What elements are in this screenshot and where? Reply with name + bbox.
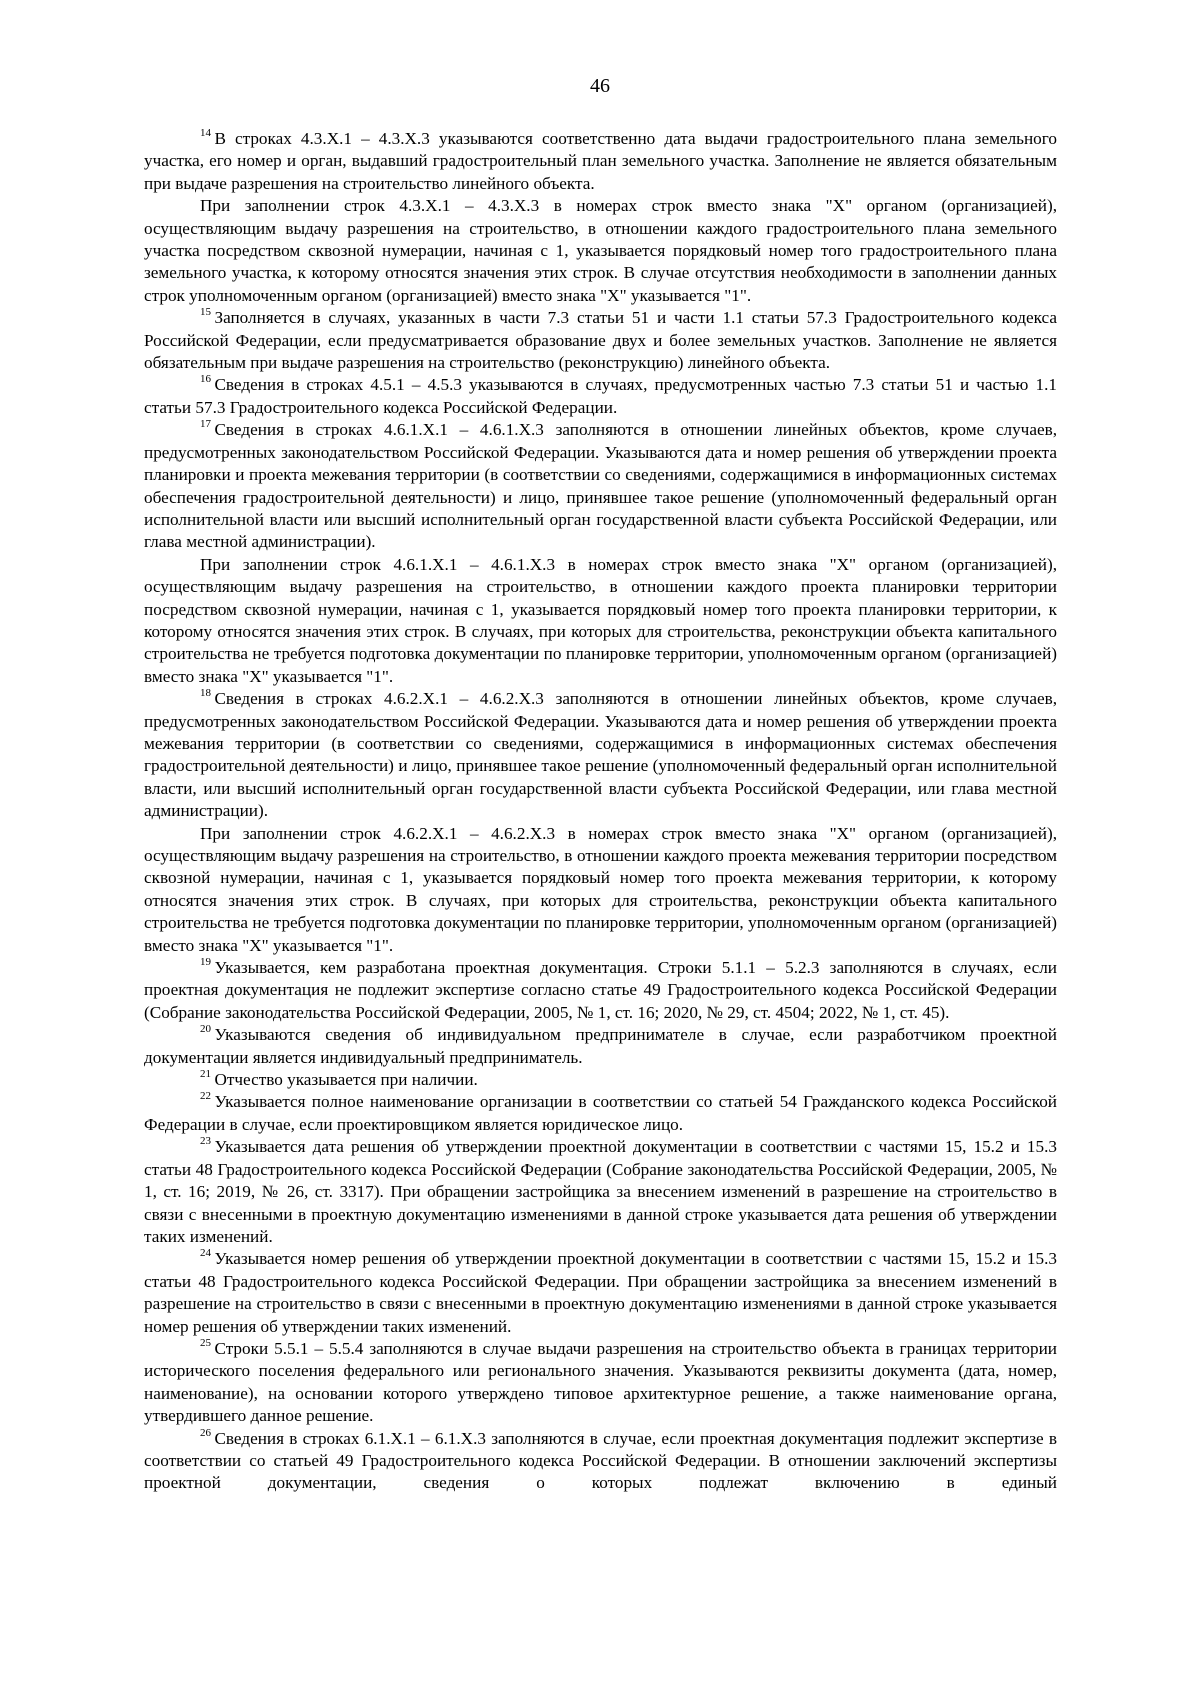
paragraph-text: Указывается, кем разработана проектная документация. Строки 5.1.1 – 5.2.3 заполняются в случаях, если проектная документация не подлежит экспертизе согласно статье 49 Градостроительного кодекса Российской Федерации (Собрание законодательства Российской Федерации, 2005, № 1, ст. 16; 2020, № 29, ст. 4504; 2022, № 1, ст. 45). xyxy=(144,958,1057,1022)
footnote-22 xyxy=(144,1091,1057,1136)
footnote-marker: 17 xyxy=(200,418,211,431)
footnote-21 xyxy=(144,1069,1057,1091)
document-body xyxy=(144,128,1057,1495)
paragraph xyxy=(144,195,1057,307)
footnote-marker: 20 xyxy=(200,1023,211,1036)
paragraph-text: При заполнении строк 4.6.1.X.1 – 4.6.1.X.3 в номерах строк вместо знака "X" органом (организацией), осуществляющим выдачу разрешения на строительство, в отношении каждого проекта планировки территории посредством сквозной нумерации, начиная с 1, указывается порядковый номер того проекта планировки территории, к которому относятся значения этих строк. В случаях, при которых для строительства, реконструкции объекта капитального строительства не требуется подготовка документации по планировке территории, уполномоченным органом (организацией) вместо знака "X" указывается "1". xyxy=(144,554,1057,686)
footnote-marker: 22 xyxy=(200,1090,211,1103)
footnote-15 xyxy=(144,307,1057,374)
footnote-marker: 18 xyxy=(200,687,211,700)
footnote-marker: 21 xyxy=(200,1068,211,1081)
footnote-marker: 15 xyxy=(200,306,211,319)
footnote-24 xyxy=(144,1248,1057,1338)
paragraph-text: Отчество указывается при наличии. xyxy=(214,1070,478,1090)
footnote-marker: 24 xyxy=(200,1247,211,1260)
footnote-marker: 16 xyxy=(200,373,211,386)
paragraph xyxy=(144,554,1057,688)
paragraph-text: Указывается дата решения об утверждении проектной документации в соответствии с частями 15, 15.2 и 15.3 статьи 48 Градостроительного кодекса Российской Федерации (Собрание законодательства Российской Федерации, 2005, № 1, ст. 16; 2019, № 26, ст. 3317). При обращении застройщика за внесением изменений в разрешение на строительство в связи с внесенными в проектную документацию изменениями в данной строке указывается дата решения об утверждении таких изменений. xyxy=(144,1137,1057,1246)
footnote-17 xyxy=(144,419,1057,553)
page-number: 46 xyxy=(590,75,610,97)
paragraph-text: Указываются сведения об индивидуальном предпринимателе в случае, если разработчиком проектной документации является индивидуальный предприниматель. xyxy=(144,1025,1057,1067)
footnote-marker: 14 xyxy=(200,127,211,139)
paragraph-text: Строки 5.5.1 – 5.5.4 заполняются в случае выдачи разрешения на строительство объекта в границах территории исторического поселения федерального или регионального значения. Указываются реквизиты документа (дата, номер, наименование), на основании которого утверждено типовое архитектурное решение, а также наименование органа, утвердившего данное решение. xyxy=(144,1338,1057,1426)
paragraph-text: При заполнении строк 4.6.2.X.1 – 4.6.2.X.3 в номерах строк вместо знака "X" органом (организацией), осуществляющим выдачу разрешения на строительство, в отношении каждого проекта межевания территории посредством сквозной нумерации, начиная с 1, указывается порядковый номер того проекта межевания территории, к которому относятся значения этих строк. В случаях, при которых для строительства, реконструкции объекта капитального строительства не требуется подготовка документации по планировке территории, уполномоченным органом (организацией) вместо знака "X" указывается "1". xyxy=(144,823,1057,955)
footnote-marker: 26 xyxy=(200,1426,211,1439)
footnote-marker: 19 xyxy=(200,956,211,969)
footnote-marker: 23 xyxy=(200,1135,211,1148)
paragraph-text: В строках 4.3.X.1 – 4.3.X.3 указываются соответственно дата выдачи градостроительного плана земельного участка, его номер и орган, выдавший градостроительный план земельного участка. Заполнение не является обязательным при выдаче разрешения на строительство линейного объекта. xyxy=(144,129,1057,193)
paragraph-text: Указывается полное наименование организации в соответствии со статьей 54 Гражданского кодекса Российской Федерации в случае, если проектировщиком является юридическое лицо. xyxy=(144,1092,1057,1134)
footnote-26 xyxy=(144,1428,1057,1495)
paragraph xyxy=(144,823,1057,957)
footnote-16 xyxy=(144,374,1057,419)
footnote-20 xyxy=(144,1024,1057,1069)
paragraph-text: Сведения в строках 4.6.1.X.1 – 4.6.1.X.3 заполняются в отношении линейных объектов, кроме случаев, предусмотренных законодательством Российской Федерации. Указываются дата и номер решения об утверждении проекта планировки и проекта межевания территории (в соответствии со сведениями, содержащимися в информационных системах обеспечения градостроительной деятельности) и лицо, принявшее такое решение (уполномоченный федеральный орган исполнительной власти или высший исполнительный орган государственной власти субъекта Российской Федерации, или глава местной администрации). xyxy=(144,420,1057,552)
footnote-18 xyxy=(144,688,1057,822)
paragraph-text: При заполнении строк 4.3.X.1 – 4.3.X.3 в номерах строк вместо знака "X" органом (организацией), осуществляющим выдачу разрешения на строительство, в отношении каждого градостроительного плана земельного участка посредством сквозной нумерации, начиная с 1, указывается порядковый номер того градостроительного плана земельного участка, к которому относятся значения этих строк. В случае отсутствия необходимости в заполнении данных строк уполномоченным органом (организацией) вместо знака "X" указывается "1". xyxy=(144,196,1057,305)
paragraph-text: Сведения в строках 4.6.2.X.1 – 4.6.2.X.3 заполняются в отношении линейных объектов, кроме случаев, предусмотренных законодательством Российской Федерации. Указываются дата и номер решения об утверждении проекта межевания территории (в соответствии со сведениями, содержащимися в информационных системах обеспечения градостроительной деятельности) и лицо, принявшее такое решение (уполномоченный федеральный орган исполнительной власти, или высший исполнительный орган государственной власти субъекта Российской Федерации, или глава местной администрации). xyxy=(144,689,1057,821)
footnote-19 xyxy=(144,957,1057,1024)
paragraph-text: Заполняется в случаях, указанных в части 7.3 статьи 51 и части 1.1 статьи 57.3 Градостроительного кодекса Российской Федерации, если предусматривается образование двух и более земельных участков. Заполнение не является обязательным при выдаче разрешения на строительство (реконструкцию) линейного объекта. xyxy=(144,308,1057,373)
footnote-marker: 25 xyxy=(200,1336,211,1349)
footnote-25 xyxy=(144,1338,1057,1428)
footnote-14 xyxy=(144,128,1057,195)
footnote-23 xyxy=(144,1136,1057,1248)
paragraph-text: Сведения в строках 6.1.X.1 – 6.1.X.3 заполняются в случае, если проектная документация подлежит экспертизе в соответствии со статьей 49 Градостроительного кодекса Российской Федерации. В отношении заключений экспертизы проектной документации, сведения о которых подлежат включению в единый xyxy=(144,1428,1057,1493)
paragraph-text: Сведения в строках 4.5.1 – 4.5.3 указываются в случаях, предусмотренных частью 7.3 статьи 51 и частью 1.1 статьи 57.3 Градостроительного кодекса Российской Федерации. xyxy=(144,375,1057,417)
paragraph-text: Указывается номер решения об утверждении проектной документации в соответствии с частями 15, 15.2 и 15.3 статьи 48 Градостроительного кодекса Российской Федерации. При обращении застройщика за внесением изменений в разрешение на строительство в связи с внесенными в проектную документацию изменениями в данной строке указывается номер решения об утверждении таких изменений. xyxy=(144,1249,1057,1336)
